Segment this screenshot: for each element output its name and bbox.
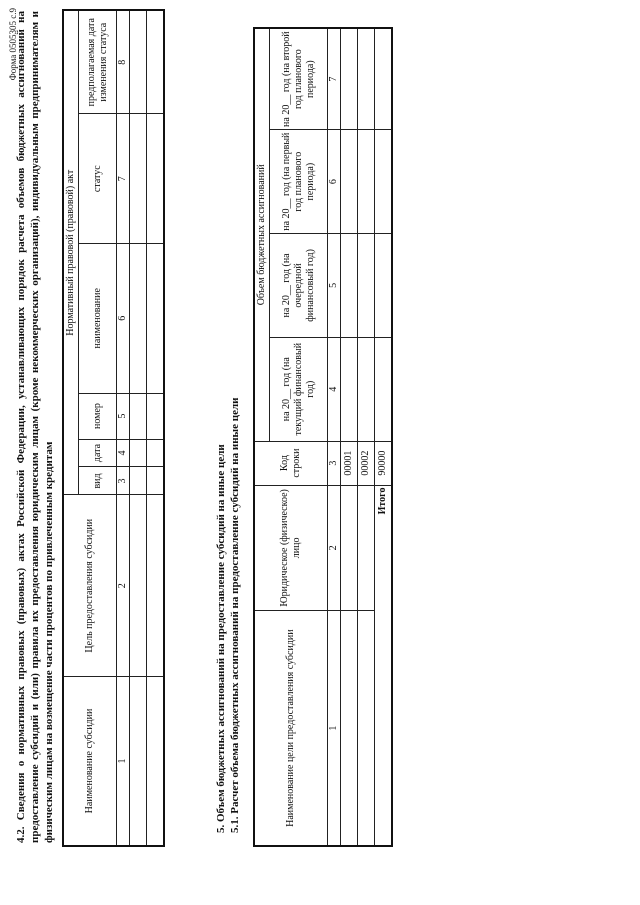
col-number: 1 bbox=[117, 676, 130, 846]
total-code: 90000 bbox=[375, 441, 393, 485]
col-header-subsidy-name: Наименование субсидии bbox=[63, 676, 117, 846]
col-header-goal: Цель предоставления субсидии bbox=[63, 495, 117, 677]
col-number: 7 bbox=[328, 28, 341, 130]
col-number: 5 bbox=[117, 393, 130, 439]
col-number: 2 bbox=[328, 485, 341, 611]
form-code: Форма 0505305 с.9 bbox=[8, 8, 18, 81]
col-header-entity: Юридическое (физическое) лицо bbox=[254, 485, 328, 611]
volume-calculation-table bbox=[253, 27, 393, 847]
total-row bbox=[375, 28, 393, 846]
table-row bbox=[341, 28, 358, 846]
col-header-year-current: на 20__ год (на текущий финансовый год) bbox=[270, 337, 328, 441]
col-header-year-plan1: на 20__ год (на первый год планового периода) bbox=[270, 130, 328, 234]
col-number: 1 bbox=[328, 611, 341, 846]
col-header-act-group: Нормативный правовой (правовой) акт bbox=[63, 10, 79, 495]
col-number: 4 bbox=[328, 337, 341, 441]
row-code: 00001 bbox=[341, 441, 358, 485]
col-header-kind: вид bbox=[79, 467, 117, 495]
col-number: 3 bbox=[328, 441, 341, 485]
col-header-year-next: на 20__ год (на очередной финансовый год) bbox=[270, 234, 328, 338]
col-header-date: дата bbox=[79, 439, 117, 467]
col-number: 5 bbox=[328, 234, 341, 338]
section-5-heading: 5. Объем бюджетных ассигнований на предоставление субсидий на иные цели bbox=[215, 444, 227, 833]
col-header-year-plan2: на 20__ год (на второй год планового периода) bbox=[270, 28, 328, 130]
table-row bbox=[358, 28, 375, 846]
col-number: 4 bbox=[117, 439, 130, 467]
section-4-2-heading: 4.2. Сведения о нормативных правовых (правовых) актах Российской Федерации, устанавливающих порядок расчета объемов бюджетных ассигнований на предоставление субсидий и (или) правила их предоставления юридическим лицам (кроме некоммерческих организаций), индивидуальным предпринимателям и физическим лицам на возмещение части процентов по привлеченным кредитам bbox=[15, 11, 55, 843]
regulatory-acts-table bbox=[62, 9, 165, 847]
col-number: 6 bbox=[328, 130, 341, 234]
total-label: Итого bbox=[377, 487, 388, 515]
col-header-status: статус bbox=[79, 114, 117, 244]
col-header-number: номер bbox=[79, 393, 117, 439]
col-number: 3 bbox=[117, 467, 130, 495]
col-number: 7 bbox=[117, 114, 130, 244]
col-header-volume-group: Объем бюджетных ассигнований bbox=[254, 28, 270, 441]
col-number: 2 bbox=[117, 495, 130, 677]
col-header-title: наименование bbox=[79, 243, 117, 393]
col-number: 6 bbox=[117, 243, 130, 393]
col-header-code: Код строки bbox=[254, 441, 328, 485]
table-row bbox=[130, 10, 147, 846]
col-header-status-date: предполагаемая дата изменения статуса bbox=[79, 10, 117, 114]
col-number: 8 bbox=[117, 10, 130, 114]
section-5-1-heading: 5.1. Расчет объема бюджетных ассигнований на предоставление субсидий на иные цели bbox=[229, 397, 241, 833]
table-row bbox=[147, 10, 165, 846]
row-code: 00002 bbox=[358, 441, 375, 485]
col-header-goal-name: Наименование цели предоставления субсидии bbox=[254, 611, 328, 846]
